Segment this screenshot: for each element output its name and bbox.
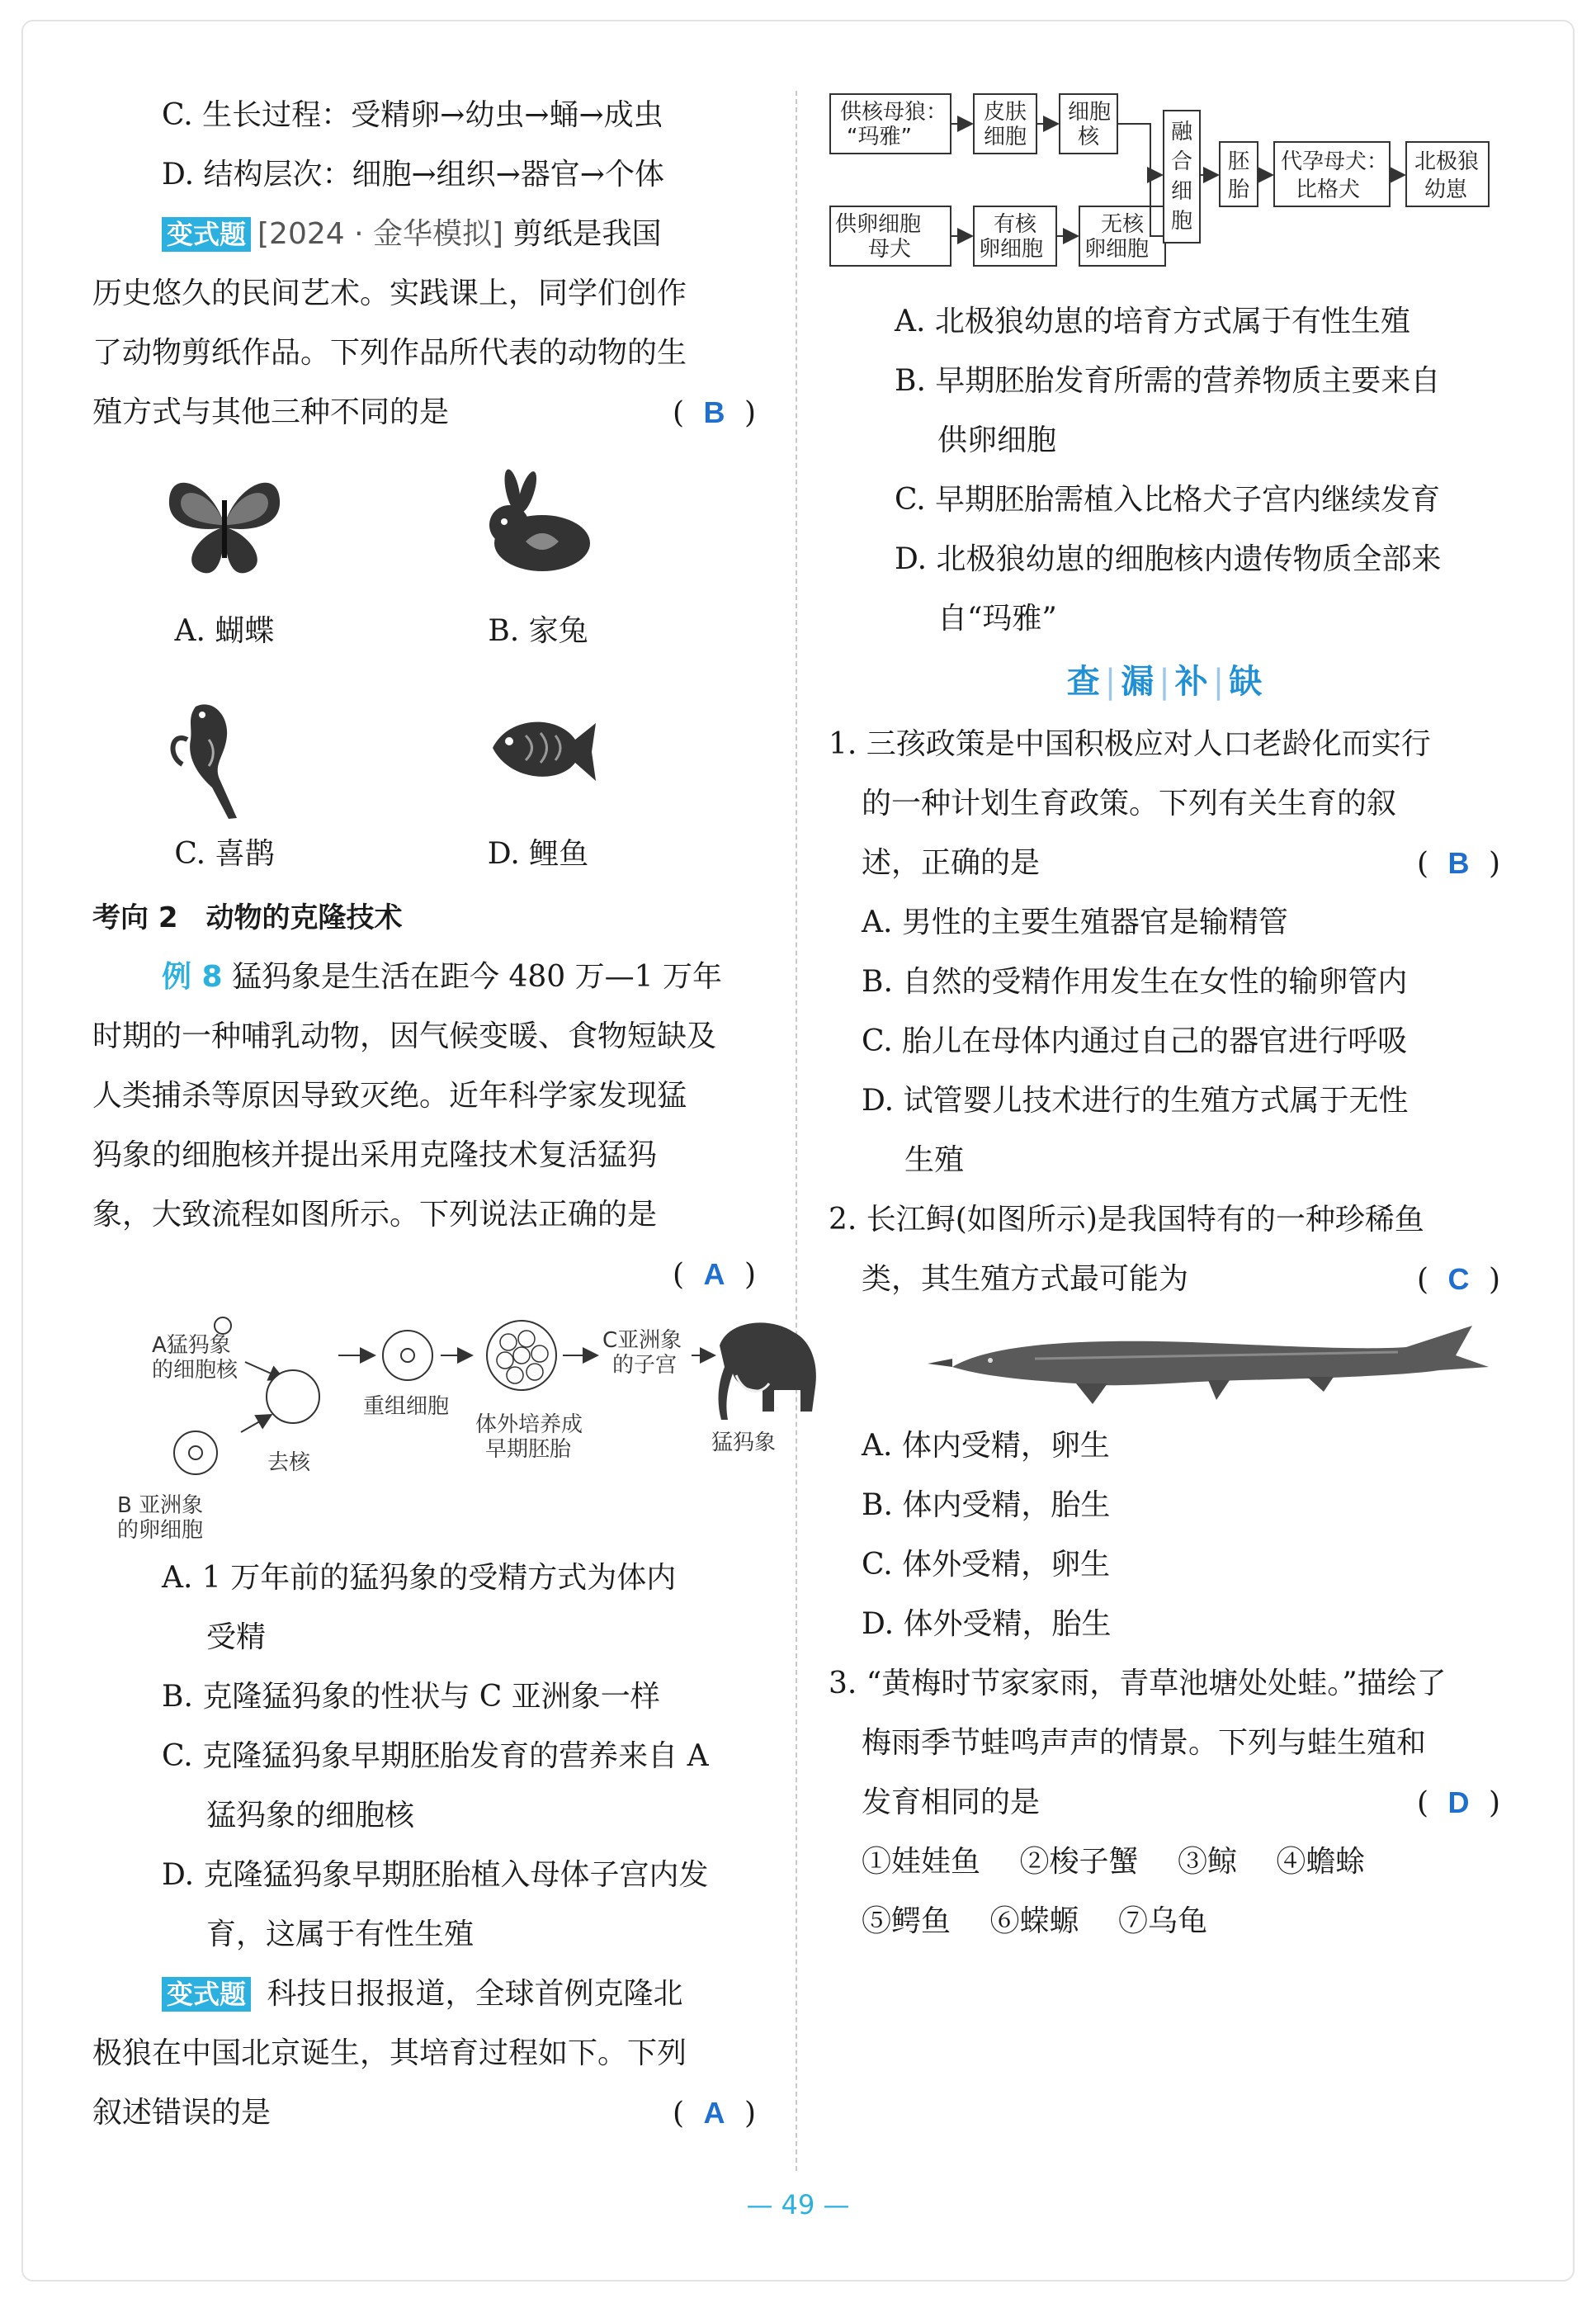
svg-text:胚: 胚 bbox=[1228, 149, 1250, 174]
answer: A bbox=[703, 1257, 730, 1291]
option-b-cont: 供卵细胞 bbox=[937, 423, 1057, 457]
variant-badge: 变式题 bbox=[162, 1977, 251, 2012]
option-label: D. 鲤鱼 bbox=[487, 837, 589, 871]
mammoth-label: 猛犸象 bbox=[711, 1431, 777, 1455]
option-c: C. 体外受精，卵生 bbox=[862, 1548, 1111, 1582]
svg-text:细: 细 bbox=[1171, 179, 1193, 204]
answer: B bbox=[703, 395, 730, 429]
option-c: C. 胎儿在母体内通过自己的器官进行呼吸 bbox=[862, 1024, 1408, 1058]
answer-bracket: ( A ) bbox=[673, 1257, 761, 1292]
item-list bbox=[829, 1832, 1505, 1892]
svg-text:供卵细胞: 供卵细胞 bbox=[835, 212, 922, 237]
variant-question-2 bbox=[92, 1965, 761, 2143]
question-text-last: 殖方式与其他三种不同的是 ( B ) bbox=[92, 383, 761, 442]
nucleus-cell bbox=[215, 1317, 231, 1334]
question-text-last: 发育相同的是 ( D ) bbox=[829, 1773, 1505, 1832]
c-uterus-label: 的子宫 bbox=[612, 1353, 678, 1378]
prev-option-c: C. 生长过程：受精卵→幼虫→蛹→成虫 bbox=[162, 98, 663, 132]
wolf-cloning-flowchart bbox=[829, 83, 1505, 289]
svg-text:胞: 胞 bbox=[1171, 209, 1193, 234]
magpie-papercut-icon bbox=[163, 690, 286, 822]
source-tag: [2024 · 金华模拟] bbox=[257, 217, 504, 251]
culture-label: 早期胚胎 bbox=[485, 1437, 572, 1462]
list-item: ②梭子蟹 bbox=[1019, 1845, 1139, 1879]
papercut-options bbox=[92, 442, 761, 888]
cloning-diagram bbox=[76, 1304, 777, 1552]
option-label: C. 喜鹊 bbox=[174, 837, 275, 871]
answer: D bbox=[1447, 1785, 1475, 1819]
question-text: 的一种计划生育政策。下列有关生育的叙 bbox=[862, 787, 1397, 820]
svg-text:融: 融 bbox=[1171, 120, 1193, 144]
carp-papercut-icon bbox=[476, 690, 600, 806]
variant-question-1 bbox=[92, 205, 761, 442]
question-text-last: 类，其生殖方式最可能为 ( C ) bbox=[829, 1250, 1505, 1309]
list-item: ①娃娃鱼 bbox=[862, 1845, 981, 1879]
option-d-cont: 自“玛雅” bbox=[937, 602, 1057, 636]
remove-nucleus-label: 去核 bbox=[267, 1450, 311, 1475]
answer-bracket: ( C ) bbox=[1417, 1262, 1505, 1297]
question-text: 剪纸是我国 bbox=[512, 217, 662, 251]
option-c: C. 克隆猛犸象早期胚胎发育的营养来自 A bbox=[162, 1739, 709, 1773]
butterfly-papercut-icon bbox=[163, 467, 286, 583]
option-a: A. 体内受精，卵生 bbox=[862, 1429, 1110, 1463]
a-nucleus-label: 的细胞核 bbox=[152, 1358, 238, 1383]
question-text: 2. 长江鲟(如图所示)是我国特有的一种珍稀鱼 bbox=[829, 1203, 1424, 1237]
svg-text:幼崽: 幼崽 bbox=[1424, 177, 1468, 202]
question-text: 犸象的细胞核并提出采用克隆技术复活猛犸 bbox=[92, 1138, 658, 1172]
question-2 bbox=[829, 1190, 1505, 1654]
b-egg-label: B 亚洲象 bbox=[117, 1493, 204, 1518]
answer: B bbox=[1447, 846, 1475, 880]
example-8 bbox=[92, 948, 761, 1304]
svg-text:代孕母犬：: 代孕母犬： bbox=[1281, 149, 1389, 174]
list-item: ⑥蝾螈 bbox=[989, 1904, 1079, 1938]
example-8-options bbox=[92, 1549, 761, 1965]
option-b: B. 克隆猛犸象的性状与 C 亚洲象一样 bbox=[162, 1680, 660, 1714]
option-c: C. 早期胚胎需植入比格犬子宫内继续发育 bbox=[895, 483, 1441, 517]
question-text: 3. “黄梅时节家家雨，青草池塘处处蛙。”描绘了 bbox=[829, 1667, 1447, 1700]
option-d: D. 体外受精，胎生 bbox=[862, 1607, 1112, 1641]
svg-text:卵细胞: 卵细胞 bbox=[1084, 237, 1150, 262]
topic-heading: 考向 2 动物的克隆技术 bbox=[92, 901, 403, 934]
option-b: B. 自然的受精作用发生在女性的输卵管内 bbox=[862, 965, 1408, 999]
section-title: 查|漏|补|缺 bbox=[1066, 663, 1268, 701]
answer-bracket: ( B ) bbox=[673, 395, 761, 430]
variant-badge: 变式题 bbox=[162, 217, 251, 252]
svg-text:母犬: 母犬 bbox=[868, 237, 912, 262]
a-nucleus-label: A猛犸象 bbox=[152, 1333, 231, 1358]
question-text-last: 述，正确的是 ( B ) bbox=[829, 834, 1505, 893]
svg-text:细胞: 细胞 bbox=[1068, 100, 1112, 125]
option-a: A. 1 万年前的猛犸象的受精方式为体内 bbox=[162, 1561, 677, 1595]
list-item: ⑤鳄鱼 bbox=[862, 1904, 951, 1938]
option-d: D. 北极狼幼崽的细胞核内遗传物质全部来 bbox=[895, 542, 1442, 576]
option-b: B. 体内受精，胎生 bbox=[862, 1488, 1111, 1522]
question-text: 象，大致流程如图所示。下列说法正确的是 bbox=[92, 1198, 658, 1232]
answer-line bbox=[92, 1245, 761, 1304]
option-d: D. 试管婴儿技术进行的生殖方式属于无性 bbox=[862, 1084, 1409, 1118]
question-3 bbox=[829, 1654, 1505, 1951]
sturgeon-image bbox=[829, 1309, 1505, 1416]
list-item: ④蟾蜍 bbox=[1276, 1845, 1366, 1879]
svg-text:“玛雅”: “玛雅” bbox=[847, 125, 912, 149]
option-c-cont: 猛犸象的细胞核 bbox=[206, 1799, 415, 1832]
option-rabbit bbox=[439, 467, 637, 650]
variant-2-options bbox=[829, 292, 1505, 649]
option-butterfly bbox=[125, 467, 323, 650]
enucleated-egg bbox=[267, 1370, 319, 1423]
svg-text:有核: 有核 bbox=[994, 212, 1037, 237]
svg-text:细胞: 细胞 bbox=[984, 125, 1027, 149]
svg-text:无核: 无核 bbox=[1101, 212, 1145, 237]
svg-text:比格犬: 比格犬 bbox=[1296, 177, 1361, 202]
b-egg-label: 的卵细胞 bbox=[117, 1518, 204, 1543]
c-uterus-label: C亚洲象 bbox=[602, 1328, 682, 1353]
list-item: ③鲸 bbox=[1177, 1845, 1237, 1879]
question-text: 猛犸象是生活在距今 480 万—1 万年 bbox=[232, 960, 722, 994]
option-d-cont: 生殖 bbox=[904, 1143, 965, 1177]
option-d-cont: 育，这属于有性生殖 bbox=[206, 1918, 475, 1951]
example-label: 例 8 bbox=[162, 960, 223, 994]
page-number: — 49 — bbox=[746, 2189, 850, 2220]
item-list bbox=[829, 1892, 1505, 1951]
svg-text:胎: 胎 bbox=[1228, 177, 1250, 202]
right-column bbox=[829, 83, 1505, 1951]
option-a-cont: 受精 bbox=[206, 1620, 267, 1654]
svg-text:卵细胞: 卵细胞 bbox=[979, 237, 1044, 262]
option-d: D. 克隆猛犸象早期胚胎植入母体子宫内发 bbox=[162, 1858, 709, 1892]
option-carp bbox=[439, 690, 637, 872]
question-text: 极狼在中国北京诞生，其培育过程如下。下列 bbox=[92, 2036, 687, 2070]
recombined-label: 重组细胞 bbox=[363, 1394, 450, 1419]
svg-text:核: 核 bbox=[1078, 125, 1100, 149]
list-item: ⑦乌龟 bbox=[1117, 1904, 1207, 1938]
question-text: 时期的一种哺乳动物，因气候变暖、食物短缺及 bbox=[92, 1019, 717, 1053]
svg-text:供核母狼：: 供核母狼： bbox=[840, 100, 948, 125]
question-text: 科技日报报道，全球首例克隆北 bbox=[267, 1977, 683, 2011]
answer: A bbox=[703, 2096, 730, 2130]
svg-text:北极狼: 北极狼 bbox=[1414, 149, 1480, 174]
question-text-last: 叙述错误的是 ( A ) bbox=[92, 2083, 761, 2143]
svg-text:皮肤: 皮肤 bbox=[984, 100, 1027, 125]
option-label: B. 家兔 bbox=[488, 614, 588, 648]
option-magpie bbox=[125, 690, 323, 872]
answer-bracket: ( A ) bbox=[673, 2096, 761, 2130]
svg-text:合: 合 bbox=[1171, 149, 1193, 174]
answer: C bbox=[1447, 1262, 1475, 1296]
question-text: 1. 三孩政策是中国积极应对人口老龄化而实行 bbox=[829, 727, 1431, 761]
question-text: 历史悠久的民间艺术。实践课上，同学们创作 bbox=[92, 277, 687, 310]
question-text: 人类捕杀等原因导致灭绝。近年科学家发现猛 bbox=[92, 1079, 687, 1113]
option-a: A. 男性的主要生殖器官是输精管 bbox=[862, 906, 1288, 939]
prev-option-d: D. 结构层次：细胞→组织→器官→个体 bbox=[162, 158, 664, 192]
rabbit-papercut-icon bbox=[476, 467, 600, 583]
option-a: A. 北极狼幼崽的培育方式属于有性生殖 bbox=[895, 305, 1410, 338]
option-b: B. 早期胚胎发育所需的营养物质主要来自 bbox=[895, 364, 1441, 398]
column-divider bbox=[796, 91, 797, 2171]
culture-label: 体外培养成 bbox=[475, 1412, 583, 1437]
question-text: 了动物剪纸作品。下列作品所代表的动物的生 bbox=[92, 336, 687, 370]
answer-bracket: ( B ) bbox=[1417, 846, 1505, 881]
question-text: 梅雨季节蛙鸣声声的情景。下列与蛙生殖和 bbox=[862, 1726, 1427, 1760]
left-column bbox=[92, 86, 777, 2143]
question-1 bbox=[829, 715, 1505, 1190]
answer-bracket: ( D ) bbox=[1417, 1785, 1505, 1820]
option-label: A. 蝴蝶 bbox=[174, 614, 275, 648]
